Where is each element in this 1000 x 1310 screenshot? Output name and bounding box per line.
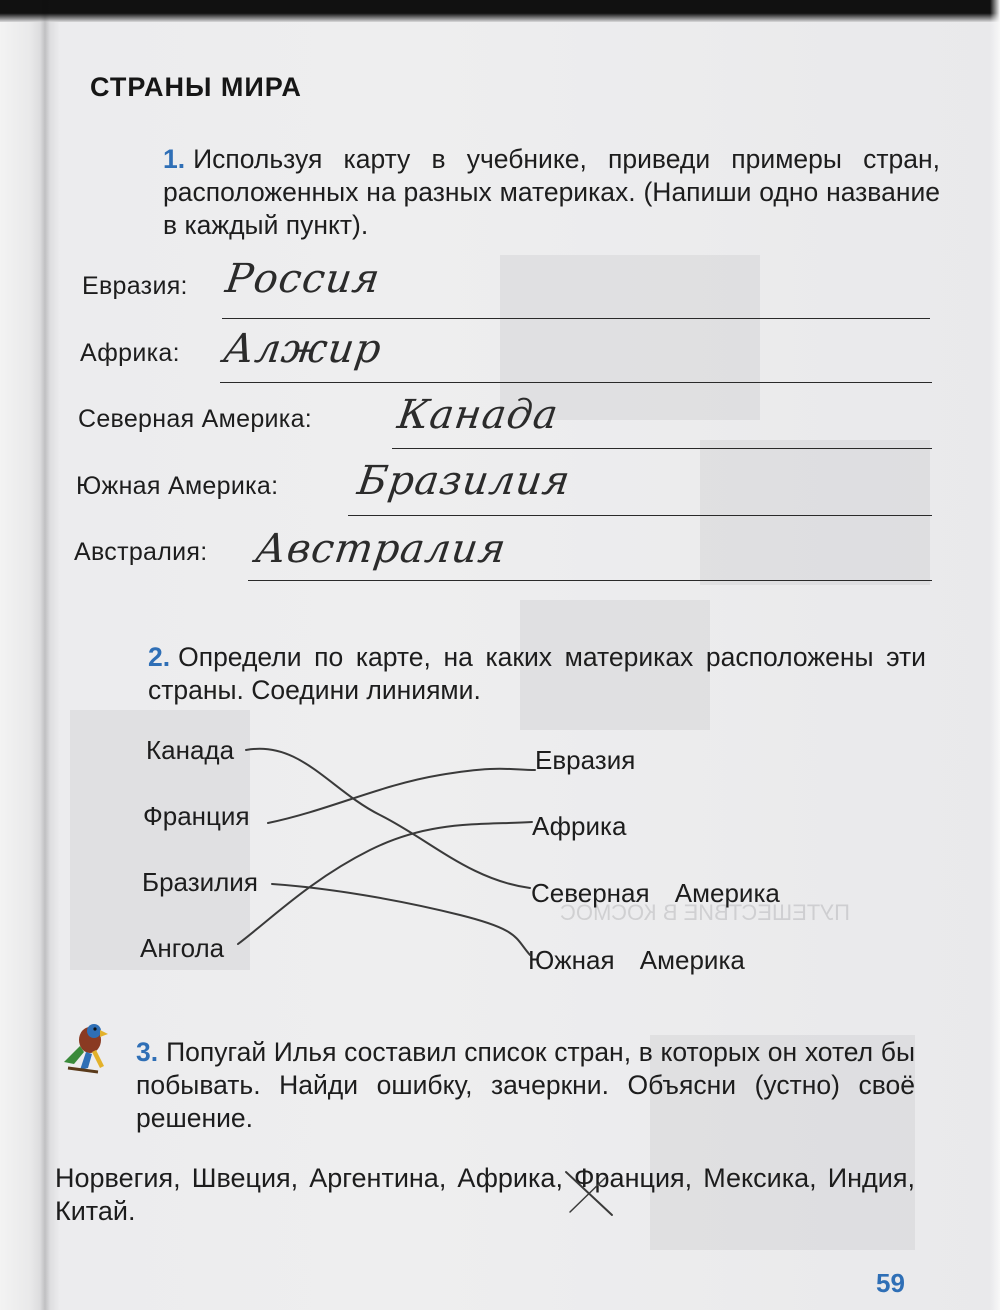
continent-africa[interactable]: Африка xyxy=(532,811,627,841)
connector-line xyxy=(238,822,532,944)
answer-south-america[interactable]: Бразилия xyxy=(354,458,574,504)
row-label-south-america: Южная Америка: xyxy=(76,472,279,500)
answer-australia[interactable]: Австралия xyxy=(252,526,510,572)
row-label-north-america: Северная Америка: xyxy=(78,405,313,433)
answer-africa[interactable]: Алжир xyxy=(220,326,385,372)
section-title: СТРАНЫ МИРА xyxy=(90,72,302,102)
task-text: Определи по карте, на каких материках расположены эти страны. Соедини линиями. xyxy=(148,642,926,705)
country-canada[interactable]: Канада xyxy=(146,735,235,765)
row-label-africa: Африка: xyxy=(80,339,180,367)
connector-line xyxy=(268,769,535,823)
task-text: Используя карту в учебнике, приведи примеры стран, расположенных на разных материках. (Напиши одно название в каждый пункт). xyxy=(163,144,940,240)
connector-line xyxy=(272,884,530,955)
row-label-eurasia: Евразия: xyxy=(82,272,188,300)
bleed-through-text: ПУТЕШЕСТВИЕ В КОСМОС xyxy=(560,900,851,925)
continent-eurasia[interactable]: Евразия xyxy=(535,745,636,775)
country-brazil[interactable]: Бразилия xyxy=(142,867,258,897)
answer-eurasia[interactable]: Россия xyxy=(222,256,384,302)
continent-south-america[interactable]: Южная Америка xyxy=(528,945,745,975)
task-number: 2. xyxy=(148,642,171,672)
continent-north-america[interactable]: Северная Америка xyxy=(531,878,780,908)
page-number: 59 xyxy=(876,1268,905,1298)
country-angola[interactable]: Ангола xyxy=(140,933,225,963)
task-text: Попугай Илья составил список стран, в которых он хотел бы побывать. Найди ошибку, зачеркни. Объясни (устно) своё решение. xyxy=(136,1037,915,1133)
country-list: Норвегия, Швеция, Аргентина, Африка, Франция, Мексика, Индия, Китай. xyxy=(55,1163,915,1226)
row-label-australia: Австралия: xyxy=(74,538,208,566)
task-number: 3. xyxy=(136,1037,159,1067)
strikethrough-mark xyxy=(570,1178,605,1212)
country-france[interactable]: Франция xyxy=(143,801,250,831)
answer-north-america[interactable]: Канада xyxy=(394,392,562,438)
task-number: 1. xyxy=(163,144,186,174)
